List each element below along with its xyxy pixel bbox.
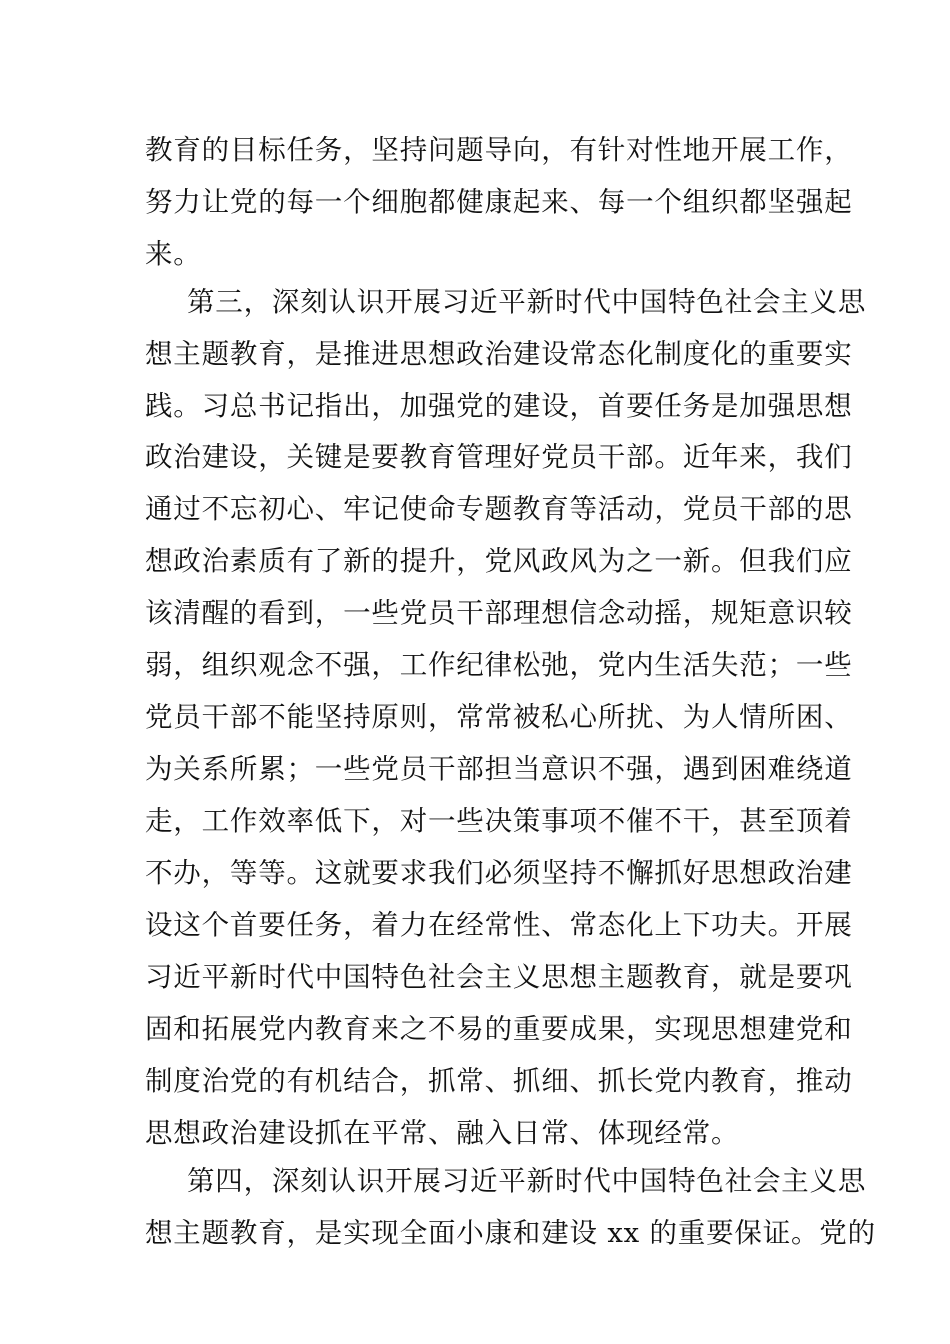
text-line-18: 固和拓展党内教育来之不易的重要成果，实现思想建党和: [145, 1013, 853, 1045]
text-line-22: 想主题教育，是实现全面小康和建设 xx 的重要保证。党的: [145, 1217, 876, 1249]
text-line-12: 党员干部不能坚持原则，常常被私心所扰、为人情所困、: [145, 701, 853, 733]
text-line-15: 不办，等等。这就要求我们必须坚持不懈抓好思想政治建: [145, 857, 853, 889]
text-line-1: 教育的目标任务，坚持问题导向，有针对性地开展工作，: [145, 134, 853, 166]
text-line-21: 第四，深刻认识开展习近平新时代中国特色社会主义思: [187, 1165, 867, 1197]
text-line-4: 第三，深刻认识开展习近平新时代中国特色社会主义思: [187, 286, 867, 318]
text-line-8: 通过不忘初心、牢记使命专题教育等活动，党员干部的思: [145, 493, 853, 525]
text-line-7: 政治建设，关键是要教育管理好党员干部。近年来，我们: [145, 441, 853, 473]
text-line-3: 来。: [145, 238, 202, 270]
text-line-10: 该清醒的看到，一些党员干部理想信念动摇，规矩意识较: [145, 597, 853, 629]
text-line-6: 践。习总书记指出，加强党的建设，首要任务是加强思想: [145, 390, 853, 422]
text-line-20: 思想政治建设抓在平常、融入日常、体现经常。: [145, 1117, 740, 1149]
text-line-2: 努力让党的每一个细胞都健康起来、每一个组织都坚强起: [145, 186, 853, 218]
text-line-14: 走，工作效率低下，对一些决策事项不催不干，甚至顶着: [145, 805, 853, 837]
text-line-19: 制度治党的有机结合，抓常、抓细、抓长党内教育，推动: [145, 1065, 853, 1097]
text-line-17: 习近平新时代中国特色社会主义思想主题教育，就是要巩: [145, 961, 853, 993]
text-line-13: 为关系所累；一些党员干部担当意识不强，遇到困难绕道: [145, 753, 853, 785]
text-line-5: 想主题教育，是推进思想政治建设常态化制度化的重要实: [145, 338, 853, 370]
text-line-16: 设这个首要任务，着力在经常性、常态化上下功夫。开展: [145, 909, 853, 941]
text-line-9: 想政治素质有了新的提升，党风政风为之一新。但我们应: [145, 545, 853, 577]
text-line-11: 弱，组织观念不强，工作纪律松弛，党内生活失范；一些: [145, 649, 853, 681]
